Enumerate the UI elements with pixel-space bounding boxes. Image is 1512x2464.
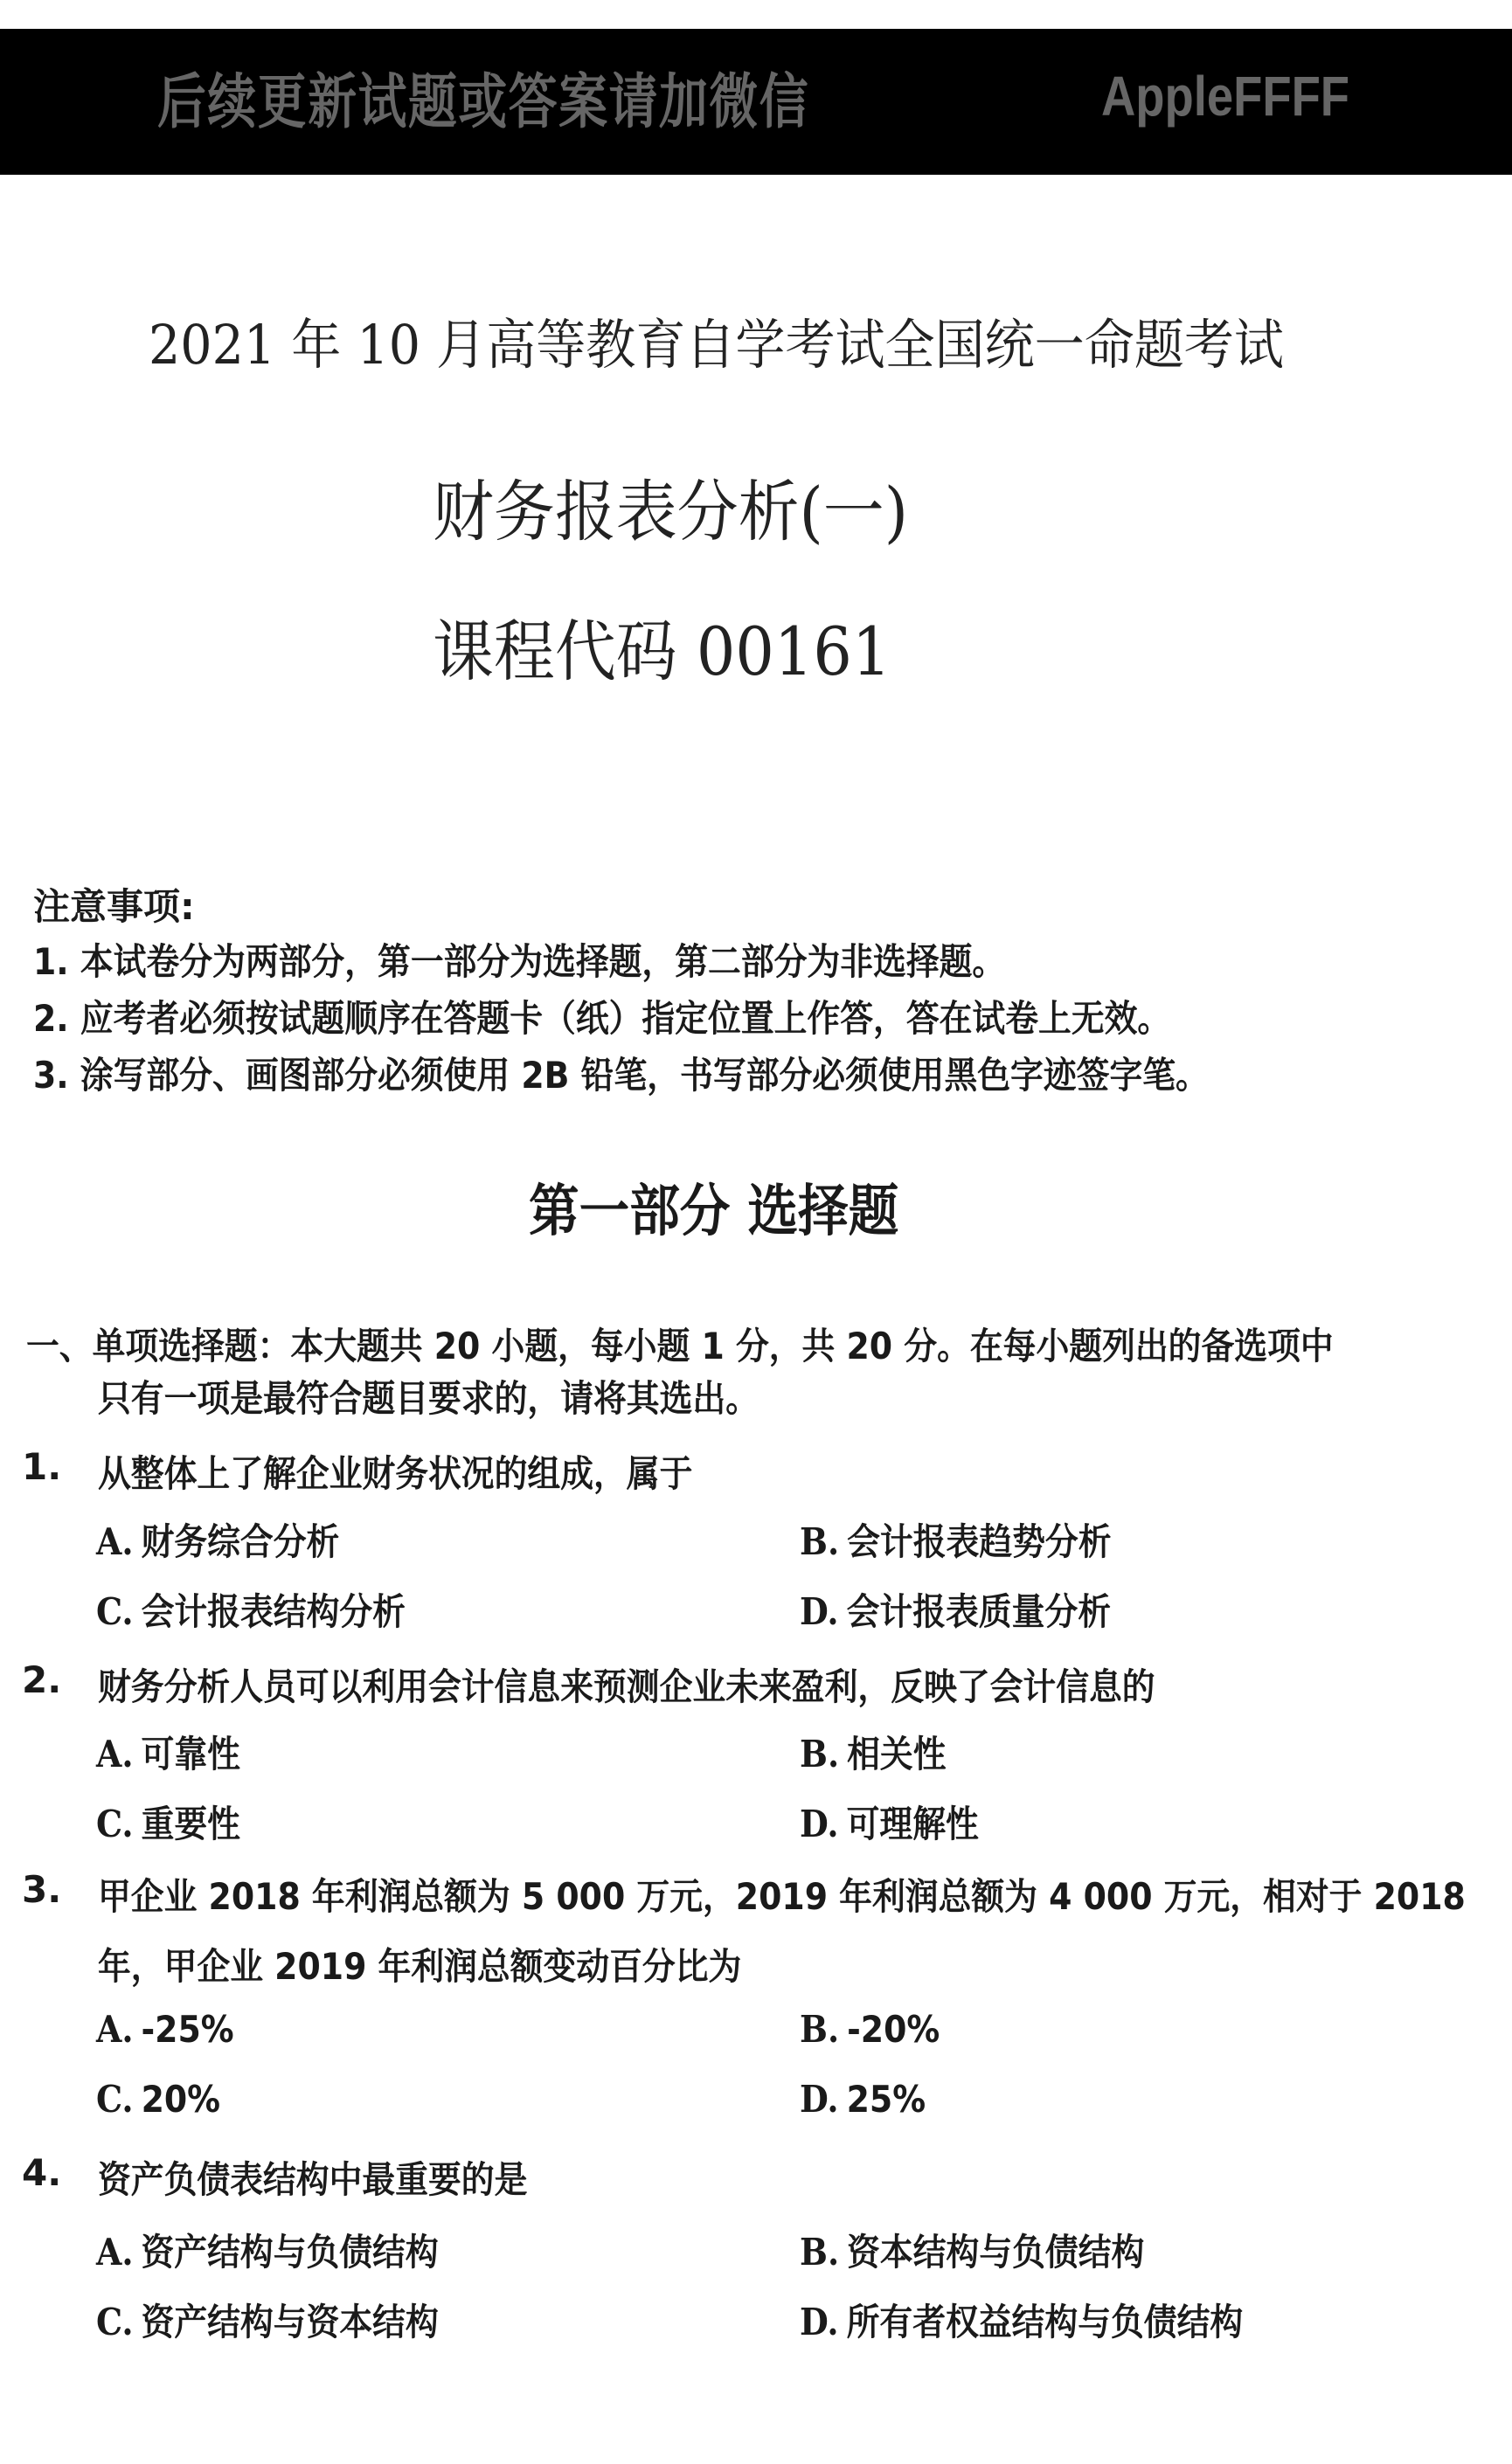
option-label: C. <box>96 2301 134 2343</box>
section-heading: 第一部分 选择题 <box>529 1180 899 1244</box>
option-text: 20% <box>141 2078 221 2121</box>
question-text: 从整体上了解企业财务状况的组成，属于 <box>98 1452 693 1495</box>
option-text: 会计报表质量分析 <box>846 1590 1112 1633</box>
option-b[interactable] <box>800 2008 940 2051</box>
question-text: 财务分析人员可以利用会计信息来预测企业未来盈利，反映了会计信息的 <box>98 1665 1155 1708</box>
option-text: 相关性 <box>847 1733 947 1775</box>
banner-text: 后续更新试题或答案请加微信 <box>157 68 810 137</box>
option-b[interactable] <box>800 2224 1144 2276</box>
option-a[interactable] <box>96 1513 339 1566</box>
option-c[interactable] <box>96 2294 439 2346</box>
option-label: D. <box>800 2078 839 2121</box>
option-text: 财务综合分析 <box>141 1520 340 1563</box>
instructions-line-2: 只有一项是最符合题目要求的，请将其选出。 <box>98 1377 759 1420</box>
option-text: 资本结构与负债结构 <box>847 2231 1145 2274</box>
option-text: 25% <box>846 2078 926 2121</box>
option-text: 会计报表结构分析 <box>141 1590 406 1633</box>
option-text: -25% <box>141 2008 234 2051</box>
notes-heading: 注意事项: <box>33 885 195 928</box>
option-label: C. <box>96 1803 134 1845</box>
option-label: B. <box>800 1733 840 1775</box>
option-label: D. <box>800 1590 839 1633</box>
option-label: B. <box>800 1520 840 1563</box>
note-item: 3. 涂写部分、画图部分必须使用 2B 铅笔，书写部分必须使用黑色字迹签字笔。 <box>33 1054 1209 1097</box>
option-text: 资产结构与资本结构 <box>141 2301 439 2343</box>
option-label: A. <box>96 2008 134 2051</box>
option-label: C. <box>96 2078 134 2121</box>
option-text: 可靠性 <box>141 1733 240 1775</box>
option-d[interactable] <box>800 1583 1111 1636</box>
note-item: 2. 应考者必须按试题顺序在答题卡（纸）指定位置上作答，答在试卷上无效。 <box>33 997 1171 1040</box>
option-d[interactable] <box>800 2078 926 2121</box>
note-item: 1. 本试卷分为两部分，第一部分为选择题，第二部分为非选择题。 <box>33 940 1006 983</box>
option-text: 可理解性 <box>846 1803 979 1845</box>
option-a[interactable] <box>96 2008 234 2051</box>
option-d[interactable] <box>800 1796 979 1848</box>
option-label: C. <box>96 1590 134 1633</box>
watermark-banner <box>0 29 1512 175</box>
option-label: A. <box>96 1733 134 1775</box>
course-code: 课程代码 00161 <box>433 613 891 690</box>
option-label: A. <box>96 2231 134 2274</box>
option-label: D. <box>800 1803 839 1845</box>
option-text: 会计报表趋势分析 <box>847 1520 1112 1563</box>
option-b[interactable] <box>800 1726 947 1778</box>
option-c[interactable] <box>96 1796 240 1848</box>
option-b[interactable] <box>800 1513 1112 1566</box>
option-label: B. <box>800 2231 840 2274</box>
question-number: 2. <box>22 1658 62 1701</box>
option-text: 所有者权益结构与负债结构 <box>846 2301 1244 2343</box>
option-d[interactable] <box>800 2294 1243 2346</box>
course-name: 财务报表分析(一) <box>433 473 909 550</box>
question-text: 资产负债表结构中最重要的是 <box>98 2158 528 2201</box>
question-number: 1. <box>22 1445 62 1488</box>
option-label: A. <box>96 1520 134 1563</box>
option-c[interactable] <box>96 1583 406 1636</box>
question-text-line-2: 年，甲企业 2019 年利润总额变动百分比为 <box>98 1945 742 1988</box>
banner-wechat-id: AppleFFFF <box>1101 65 1350 128</box>
question-number: 3. <box>22 1868 62 1911</box>
option-a[interactable] <box>96 2224 439 2276</box>
option-label: B. <box>800 2008 840 2051</box>
option-text: 资产结构与负债结构 <box>141 2231 439 2274</box>
option-label: D. <box>800 2301 839 2343</box>
option-a[interactable] <box>96 1726 240 1778</box>
option-text: 重要性 <box>141 1803 240 1845</box>
question-number: 4. <box>22 2151 62 2194</box>
exam-title: 2021 年 10 月高等教育自学考试全国统一命题考试 <box>149 313 1284 377</box>
question-text-line-1: 甲企业 2018 年利润总额为 5 000 万元，2019 年利润总额为 4 000 万元，相对于 2018 <box>98 1875 1466 1918</box>
instructions-line-1: 一、单项选择题：本大题共 20 小题，每小题 1 分，共 20 分。在每小题列出的备选项中 <box>26 1325 1334 1367</box>
option-text: -20% <box>847 2008 940 2051</box>
option-c[interactable] <box>96 2078 220 2121</box>
